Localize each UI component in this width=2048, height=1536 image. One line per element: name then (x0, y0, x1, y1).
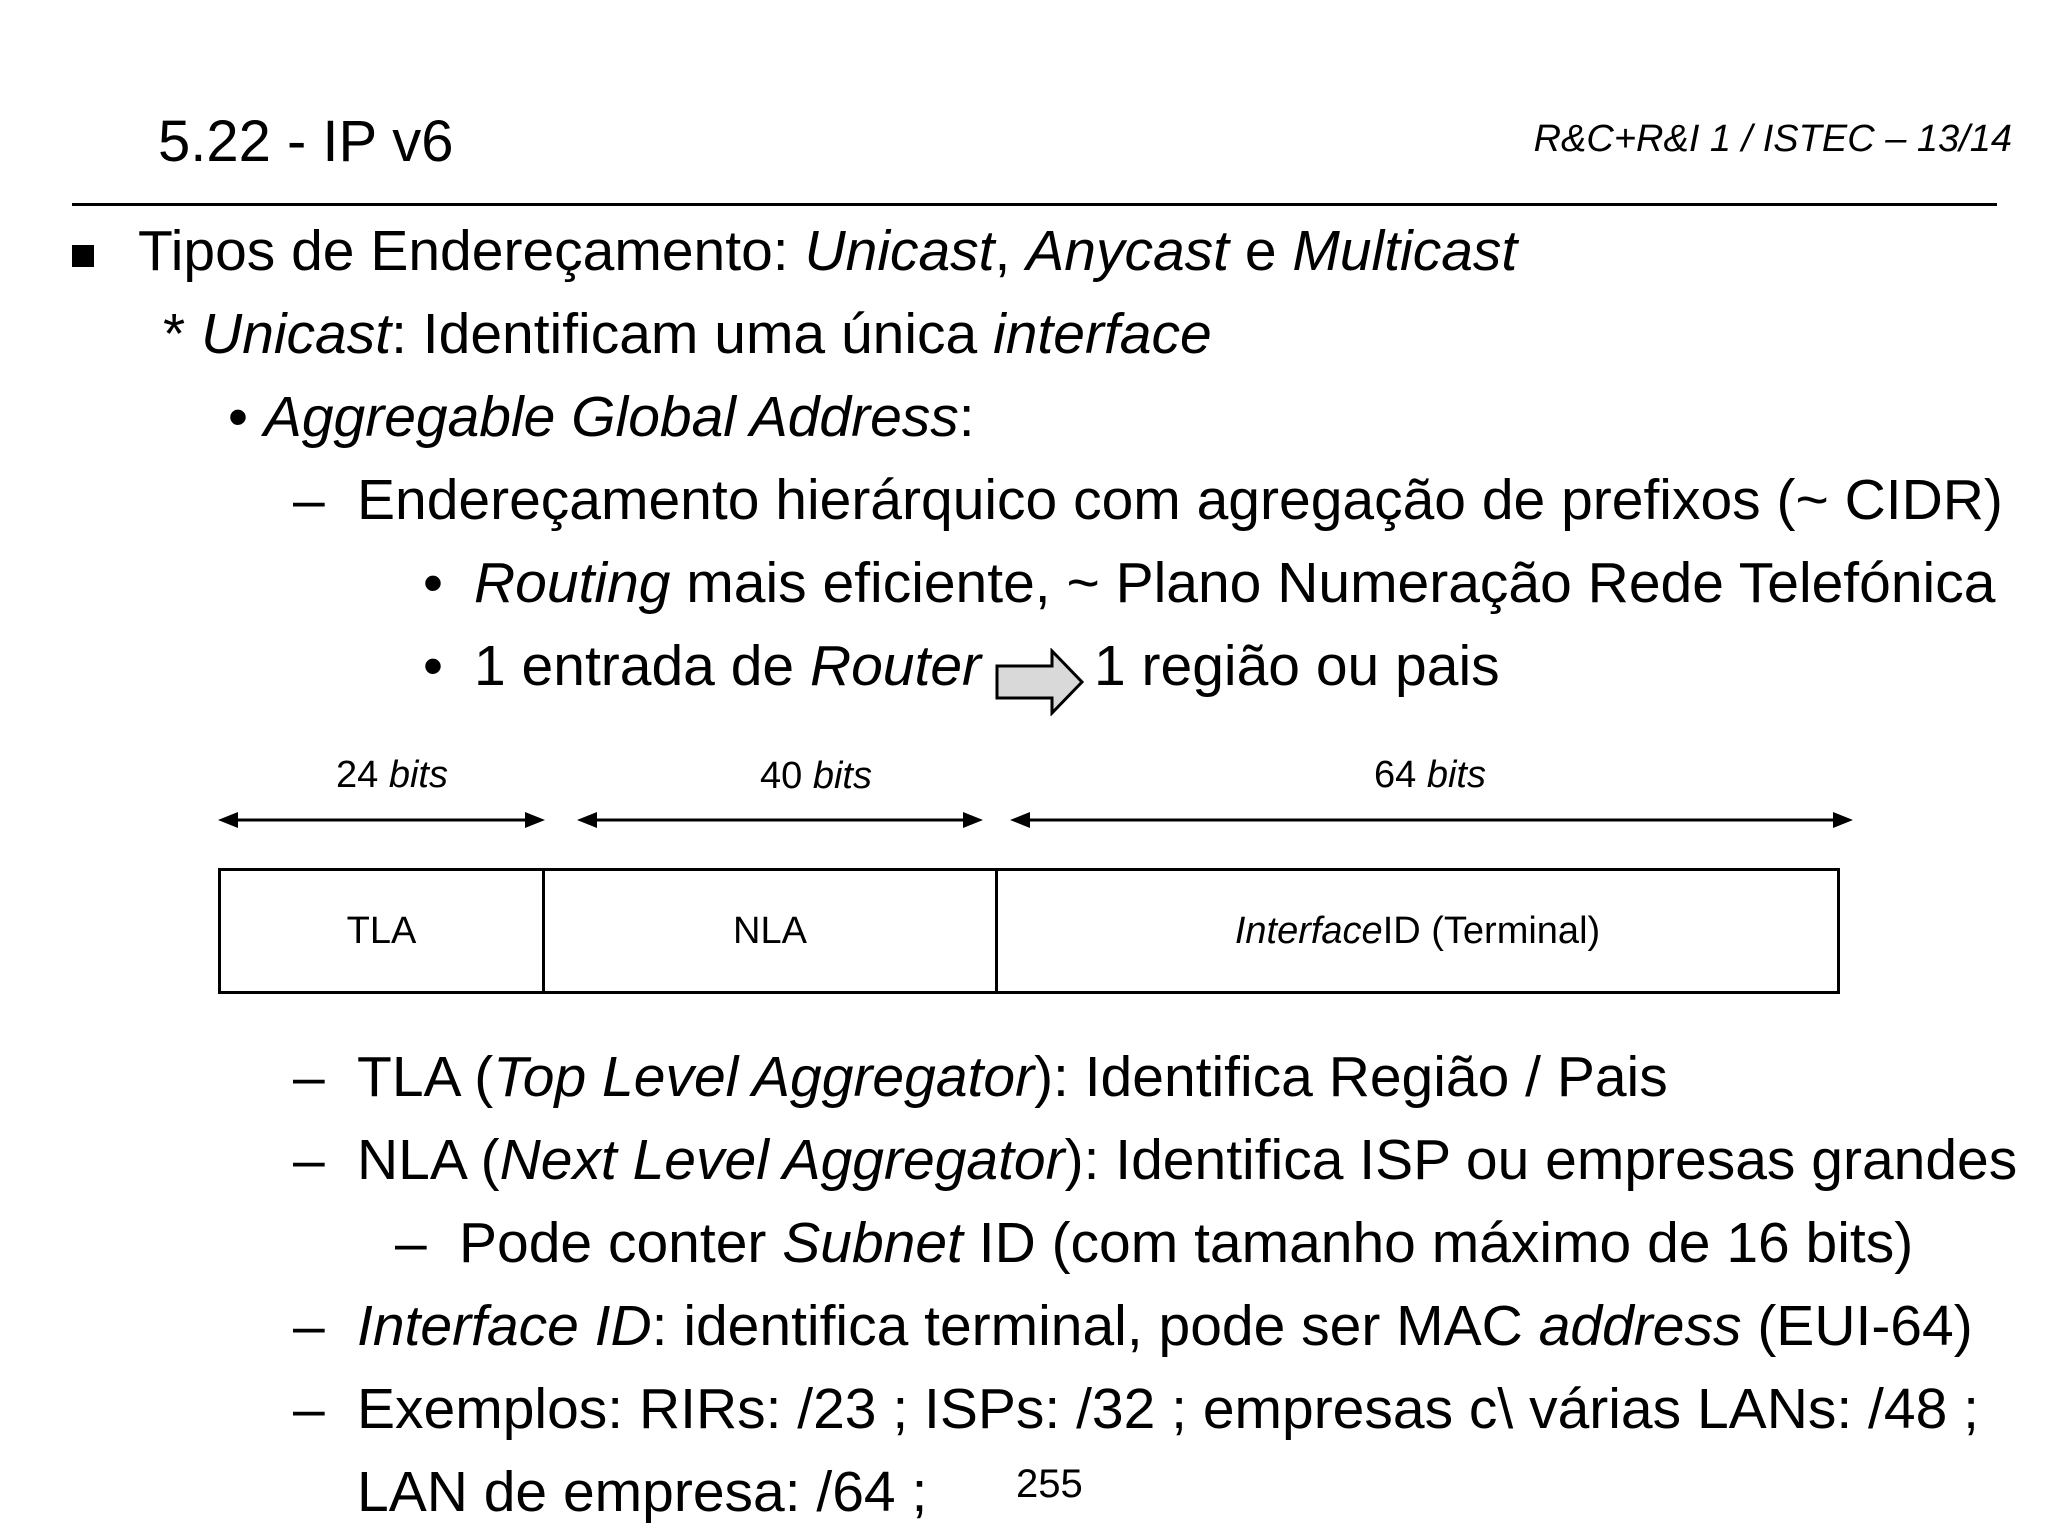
interface-id-field: Interface ID (Terminal) (995, 868, 1840, 994)
bullet-unicast: * Unicast: Identificam uma única interface (163, 302, 1212, 366)
dash-bullet-icon: – (293, 1128, 325, 1192)
course-label: R&C+R&I 1 / ISTEC – 13/14 (1533, 118, 2012, 160)
bullet-router-region: 1 região ou pais (1094, 634, 1500, 698)
bullet-subnet-id: Pode conter Subnet ID (com tamanho máximo de 16 bits) (459, 1211, 1914, 1275)
bullet-hierarchical-addressing: Endereçamento hierárquico com agregação de prefixos (~ CIDR) (357, 468, 2003, 532)
interface-id-bits-label: 64 bits (1374, 754, 1486, 796)
bullet-routing-efficient: Routing mais eficiente, ~ Plano Numeração Rede Telefónica (474, 551, 1996, 615)
dash-bullet-icon: – (395, 1211, 427, 1275)
dash-bullet-icon: – (293, 1045, 325, 1109)
page-number: 255 (1016, 1462, 1083, 1506)
right-arrow-icon (994, 648, 1086, 716)
bullet-examples-continued: LAN de empresa: /64 ; (357, 1460, 928, 1524)
dot-bullet-icon: • (423, 634, 443, 698)
bit-width-arrows (0, 800, 2048, 840)
dash-bullet-icon: – (293, 468, 325, 532)
dash-bullet-icon: – (293, 1377, 325, 1441)
tla-field: TLA (218, 868, 545, 994)
tla-bits-label: 24 bits (336, 754, 448, 796)
bullet-tla-definition: TLA (Top Level Aggregator): Identifica Região / Pais (357, 1045, 1668, 1109)
nla-bits-label: 40 bits (760, 755, 872, 797)
header-divider (72, 203, 1997, 206)
bullet-examples: Exemplos: RIRs: /23 ; ISPs: /32 ; empresas c\ várias LANs: /48 ; (357, 1377, 1979, 1441)
bullet-aggregable-global-address: • Aggregable Global Address: (228, 385, 975, 449)
bullet-address-types: Tipos de Endereçamento: Unicast, Anycast e Multicast (138, 219, 1518, 283)
square-bullet-icon (72, 245, 94, 267)
bullet-interface-id: Interface ID: identifica terminal, pode ser MAC address (EUI-64) (357, 1294, 1973, 1358)
bullet-router-entry: 1 entrada de Router (474, 634, 982, 698)
dot-bullet-icon: • (423, 551, 443, 615)
bullet-nla-definition: NLA (Next Level Aggregator): Identifica ISP ou empresas grandes (357, 1128, 2018, 1192)
nla-field: NLA (542, 868, 998, 994)
slide-title: 5.22 - IP v6 (158, 109, 454, 174)
dash-bullet-icon: – (293, 1294, 325, 1358)
